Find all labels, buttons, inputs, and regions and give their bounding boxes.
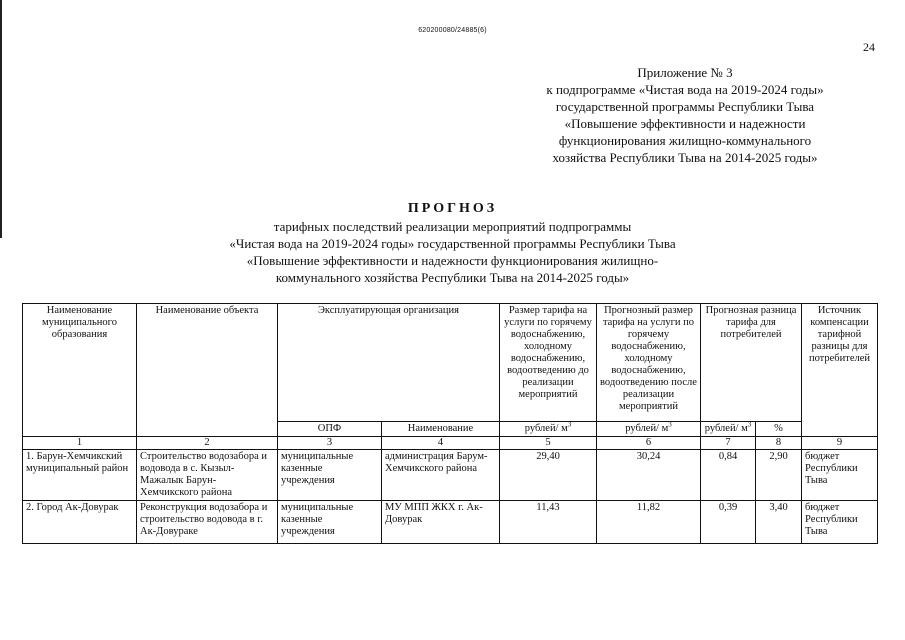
document-title: ПРОГНОЗ bbox=[407, 201, 498, 216]
document-code: 620200080/24885(6) bbox=[418, 27, 487, 34]
appendix-header bbox=[505, 64, 865, 166]
table-row bbox=[23, 450, 878, 501]
table-row bbox=[23, 501, 878, 544]
cell-tariff-before: 29,40 bbox=[500, 450, 597, 501]
column-number: 7 bbox=[701, 437, 756, 450]
cell-tariff-forecast: 30,24 bbox=[597, 450, 701, 501]
column-number: 2 bbox=[137, 437, 278, 450]
subtitle-line: коммунального хозяйства Республики Тыва на 2014-2025 годы» bbox=[275, 270, 630, 285]
appendix-line: государственной программы Республики Тыва bbox=[555, 99, 815, 114]
column-number: 5 bbox=[500, 437, 597, 450]
header-object: Наименование объекта bbox=[137, 304, 278, 437]
cell-tariff-forecast: 11,82 bbox=[597, 501, 701, 544]
column-number: 4 bbox=[382, 437, 500, 450]
header-operator: Эксплуатирующая организация bbox=[278, 304, 500, 422]
cell-municipality: 2. Город Ак-Довурак bbox=[23, 501, 137, 544]
cell-tariff-before: 11,43 bbox=[500, 501, 597, 544]
forecast-table bbox=[22, 303, 878, 544]
subtitle-line: тарифных последствий реализации мероприятий подпрограммы bbox=[273, 219, 632, 234]
cell-object: Строительство водозабора и водовода в с. Кызыл-Мажалык Барун-Хемчикского района bbox=[137, 450, 278, 501]
column-number: 1 bbox=[23, 437, 137, 450]
appendix-line: «Повышение эффективности и надежности bbox=[564, 116, 806, 131]
cell-org-name: МУ МПП ЖКХ г. Ак-Довурак bbox=[382, 501, 500, 544]
subtitle-line: «Чистая вода на 2019-2024 годы» государственной программы Республики Тыва bbox=[229, 236, 676, 251]
header-org-name: Наименование bbox=[382, 422, 500, 437]
unit-diff-rub: рублей/ $м^3$ bbox=[701, 422, 756, 437]
header-difference: Прогнозная разница тарифа для потребителей bbox=[701, 304, 802, 422]
unit-tariff-forecast: рублей/ $м^3$ bbox=[597, 422, 701, 437]
page-number: 24 bbox=[863, 40, 875, 54]
column-number: 6 bbox=[597, 437, 701, 450]
cell-source: бюджет Республики Тыва bbox=[802, 450, 878, 501]
appendix-line: к подпрограмме «Чистая вода на 2019-2024 годы» bbox=[546, 82, 824, 97]
unit-diff-pct: % bbox=[756, 422, 802, 437]
cell-diff-rub: 0,39 bbox=[701, 501, 756, 544]
cell-municipality: 1. Барун-Хемчикский муниципальный район bbox=[23, 450, 137, 501]
column-number: 3 bbox=[278, 437, 382, 450]
subtitle-line: «Повышение эффективности и надежности функционирования жилищно- bbox=[246, 253, 659, 268]
column-number: 9 bbox=[802, 437, 878, 450]
cell-diff-pct: 2,90 bbox=[756, 450, 802, 501]
cell-diff-pct: 3,40 bbox=[756, 501, 802, 544]
appendix-line: Приложение № 3 bbox=[637, 65, 733, 80]
document-subtitle bbox=[0, 218, 905, 286]
cell-diff-rub: 0,84 bbox=[701, 450, 756, 501]
cell-object: Реконструкция водозабора и строительство водовода в г. Ак-Довураке bbox=[137, 501, 278, 544]
cell-source: бюджет Республики Тыва bbox=[802, 501, 878, 544]
column-number: 8 bbox=[756, 437, 802, 450]
appendix-line: хозяйства Республики Тыва на 2014-2025 годы» bbox=[552, 150, 818, 165]
cell-org-name: администрация Барум-Хемчикского района bbox=[382, 450, 500, 501]
header-tariff-before: Размер тарифа на услуги по горячему водоснабжению, холодному водоснабжению, водоотведению до реализации мероприятий bbox=[500, 304, 597, 422]
header-opf: ОПФ bbox=[278, 422, 382, 437]
header-tariff-forecast: Прогнозный размер тарифа на услуги по горячему водоснабжению, холодному водоснабжению, водоотведению после реализации мероприятий bbox=[597, 304, 701, 422]
appendix-line: функционирования жилищно-коммунального bbox=[558, 133, 812, 148]
table-header-row bbox=[23, 304, 878, 422]
header-source: Источник компенсации тарифной разницы для потребителей bbox=[802, 304, 878, 437]
header-municipality: Наименование муниципального образования bbox=[23, 304, 137, 437]
unit-tariff-before: рублей/ $м^3$ bbox=[500, 422, 597, 437]
column-number-row bbox=[23, 437, 878, 450]
cell-opf: муниципальные казенные учреждения bbox=[278, 450, 382, 501]
cell-opf: муниципальные казенные учреждения bbox=[278, 501, 382, 544]
